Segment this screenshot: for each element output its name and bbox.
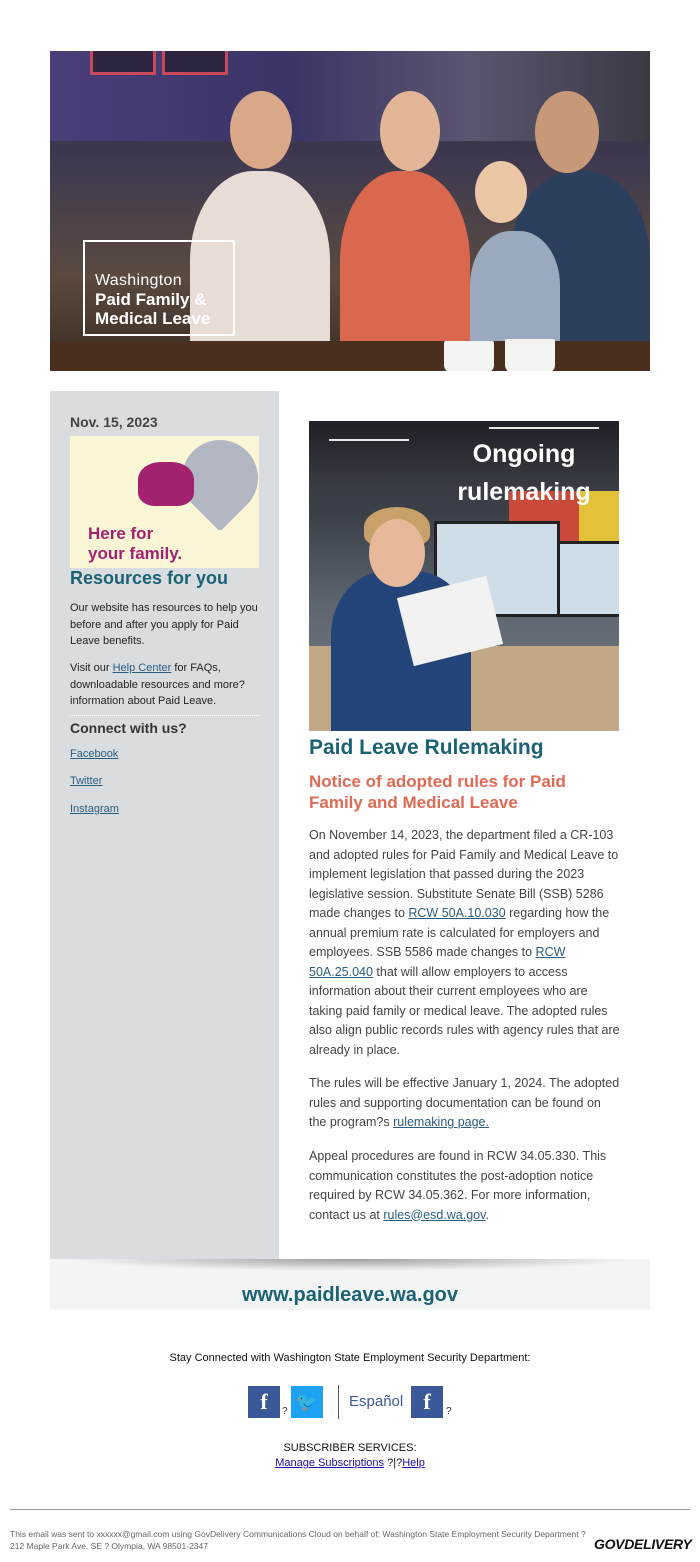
subscriber-separator: ?|? bbox=[384, 1457, 403, 1469]
logo-text-washington: Washington bbox=[95, 272, 182, 289]
family-image-text-line2: your family. bbox=[88, 544, 183, 563]
overlay-line2: rulemaking bbox=[457, 478, 591, 506]
sidebar-divider bbox=[70, 715, 259, 716]
p2-text-a: The rules will be effective January 1, 2024. The adopted rules and supporting documentation can be found on the program?s bbox=[309, 1076, 620, 1129]
subscriber-links bbox=[0, 1457, 700, 1469]
ceiling-light bbox=[329, 439, 409, 441]
woman-face bbox=[369, 519, 425, 587]
article-title: Paid Leave Rulemaking bbox=[309, 736, 544, 759]
p3-text-b: . bbox=[485, 1207, 489, 1222]
footer-divider bbox=[10, 1509, 690, 1510]
hero-table bbox=[50, 341, 650, 371]
rulemaking-image-overlay bbox=[439, 435, 609, 511]
p1-text-c: that will allow employers to access information about their current employees who are taking paid family or medical leave. The adopted rules also align public records rules with agency rules that are already in place. bbox=[309, 964, 620, 1057]
hero-cup bbox=[444, 341, 494, 371]
band-shadow bbox=[66, 1259, 636, 1271]
p3-text-a: Appeal procedures are found in RCW 34.05.330. This communication constitutes the post-adoption notice required by RCW 34.05.362. For more information, contact us at bbox=[309, 1149, 607, 1222]
hero-cup bbox=[505, 339, 555, 371]
help-center-paragraph bbox=[70, 660, 265, 710]
hero-person-child bbox=[470, 231, 560, 351]
resources-heading: Resources for you bbox=[70, 568, 229, 588]
help-center-link[interactable]: Help Center bbox=[112, 662, 172, 674]
facebook-espanol-icon[interactable]: f bbox=[411, 1386, 443, 1418]
espanol-link[interactable]: Español bbox=[349, 1393, 404, 1410]
bag-icon bbox=[138, 462, 194, 506]
paid-leave-logo bbox=[83, 240, 235, 336]
rcw-50a-25-040-link[interactable]: RCW 50A.25.040 bbox=[309, 945, 566, 979]
help-center-prefix: Visit our bbox=[70, 662, 113, 674]
hero-person-head bbox=[475, 161, 527, 223]
hero-wall-frame bbox=[90, 51, 156, 75]
hero-wall-frame bbox=[162, 51, 228, 75]
help-center-suffix: for FAQs, downloadable resources and more? information about Paid Leave. bbox=[70, 662, 245, 707]
ceiling-light bbox=[489, 427, 599, 429]
paidleave-url-link[interactable]: www.paidleave.wa.gov bbox=[242, 1284, 458, 1306]
facebook-icon[interactable]: f bbox=[248, 1386, 280, 1418]
hero-person-head bbox=[535, 91, 599, 173]
article-paragraph-2 bbox=[309, 1074, 621, 1133]
office-monitor bbox=[557, 541, 619, 617]
instagram-link[interactable]: Instagram bbox=[70, 803, 119, 815]
question-mark: ? bbox=[282, 1406, 288, 1417]
logo-text-medical-leave: Medical Leave bbox=[95, 309, 211, 328]
connect-heading: Connect with us? bbox=[70, 720, 187, 736]
rcw-50a-10-030-link[interactable]: RCW 50A.10.030 bbox=[408, 906, 506, 920]
logo-text-paid-family: Paid Family & bbox=[95, 290, 207, 309]
newsletter-date: Nov. 15, 2023 bbox=[70, 414, 158, 430]
twitter-icon[interactable]: 🐦 bbox=[291, 1386, 323, 1418]
overlay-line1: Ongoing bbox=[472, 440, 576, 468]
article-subtitle: Notice of adopted rules for Paid Family and Medical Leave bbox=[309, 772, 566, 812]
here-for-your-family-image bbox=[70, 436, 259, 568]
govdelivery-logo[interactable]: GOVDELIVERY bbox=[594, 1536, 692, 1552]
rulemaking-page-link[interactable]: rulemaking page. bbox=[393, 1115, 489, 1129]
resources-paragraph: Our website has resources to help you before and after you apply for Paid Leave benefits. bbox=[70, 602, 258, 647]
p1-text-b: regarding how the annual premium rate is calculated for employers and employees. SSB 5586 made changes to bbox=[309, 906, 610, 959]
fine-print: This email was sent to xxxxxx@gmail.com using GovDelivery Communications Cloud on behalf of: Washington State Employment Security Department ? 212 Maple Park Ave. SE ? Olympia, WA 98501-2347 bbox=[10, 1529, 586, 1551]
stay-connected-text: Stay Connected with Washington State Employment Security Department: bbox=[169, 1352, 531, 1364]
p1-text-a: On November 14, 2023, the department filed a CR-103 and adopted rules for Paid Family and Medical Leave to implement legislation that passed during the 2023 legislative session. Substitute Senate Bill (SSB) 5286 made changes to bbox=[309, 828, 619, 920]
social-divider bbox=[338, 1385, 339, 1419]
manage-subscriptions-link[interactable]: Manage Subscriptions bbox=[275, 1457, 385, 1469]
rules-email-link[interactable]: rules@esd.wa.gov bbox=[383, 1207, 486, 1222]
article-paragraph-3 bbox=[309, 1147, 621, 1225]
twitter-link[interactable]: Twitter bbox=[70, 775, 103, 787]
hero-person-head bbox=[380, 91, 440, 171]
question-mark: ? bbox=[446, 1406, 452, 1417]
subscriber-services-label: SUBSCRIBER SERVICES: bbox=[283, 1442, 417, 1454]
help-link[interactable]: Help bbox=[402, 1457, 425, 1469]
ongoing-rulemaking-image bbox=[309, 421, 619, 731]
facebook-link[interactable]: Facebook bbox=[70, 748, 119, 760]
family-image-text-line1: Here for bbox=[88, 524, 154, 543]
family-image-text bbox=[88, 524, 182, 564]
hero-person-head bbox=[230, 91, 292, 169]
article-paragraph-1 bbox=[309, 826, 621, 1060]
hero-image bbox=[50, 51, 650, 371]
